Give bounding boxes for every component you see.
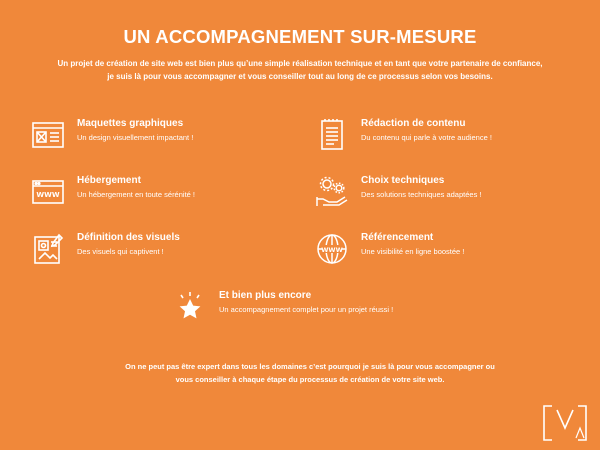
- intro-text: Un projet de création de site web est bien plus qu’une simple réalisation technique et en tant que votre partenaire de confiance, je suis là pour vous accompagner et vous conseiller tout au long de ce processus selon vos besoins.: [57, 59, 543, 81]
- feature-title: Et bien plus encore: [219, 290, 312, 301]
- visual-image-icon: [31, 232, 65, 266]
- outro-text: On ne peut pas être expert dans tous les domaines c’est pourquoi je suis là pour vous accompagner ou vous conseiller à chaque étape du processus de création de votre site web.: [125, 362, 495, 384]
- mockup-icon: [31, 118, 65, 152]
- feature-description: Des solutions techniques adaptées !: [361, 190, 482, 199]
- feature-description: Une visibilité en ligne boostée !: [361, 247, 465, 256]
- feature-title: Maquettes graphiques: [77, 118, 184, 129]
- feature-description: Des visuels qui captivent !: [77, 247, 164, 256]
- gears-hand-icon: [315, 175, 349, 209]
- globe-www-icon: [315, 232, 349, 266]
- star-icon: [173, 290, 207, 324]
- svg-text:WWW: WWW: [36, 191, 60, 199]
- document-icon: [315, 118, 349, 152]
- feature-description: Un hébergement en toute sérénité !: [77, 190, 195, 199]
- feature-description: Un design visuellement impactant !: [77, 133, 194, 142]
- page-title: UN ACCOMPAGNEMENT SUR-MESURE: [123, 26, 477, 47]
- feature-description: Un accompagnement complet pour un projet réussi !: [219, 305, 394, 314]
- feature-title: Référencement: [361, 232, 434, 243]
- hosting-www-icon: [31, 175, 65, 209]
- feature-title: Choix techniques: [361, 175, 445, 186]
- feature-title: Rédaction de contenu: [361, 118, 466, 129]
- feature-description: Du contenu qui parle à votre audience !: [361, 133, 492, 142]
- feature-title: Définition des visuels: [77, 232, 180, 243]
- brand-logo: [542, 404, 588, 442]
- svg-text:WWW: WWW: [321, 246, 343, 254]
- feature-title: Hébergement: [77, 175, 141, 186]
